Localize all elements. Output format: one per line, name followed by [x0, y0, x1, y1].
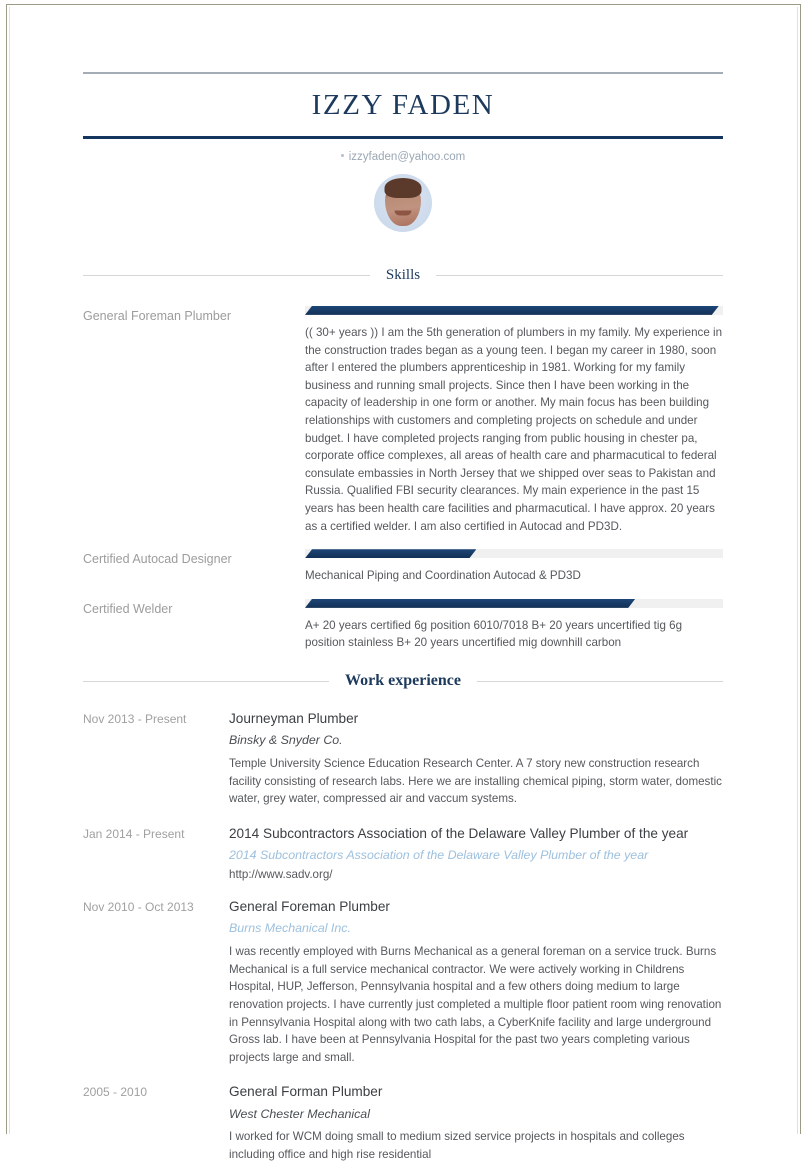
- skill-description: Mechanical Piping and Coordination Autocad & PD3D: [305, 569, 581, 583]
- work-body: [229, 1083, 723, 1162]
- work-company: Burns Mechanical Inc.: [229, 921, 351, 936]
- work-date: Nov 2013 - Present: [83, 712, 187, 727]
- avatar-mouth: [395, 211, 412, 216]
- contact-line: [83, 139, 723, 163]
- work-experience-list: [83, 710, 723, 1162]
- skill-bar-track: [305, 549, 723, 558]
- skill-item: [83, 549, 723, 585]
- section-rule-left: [83, 275, 370, 276]
- work-company: West Chester Mechanical: [229, 1106, 370, 1121]
- skill-description: (( 30+ years )) I am the 5th generation of plumbers in my family. My experience in the construction trades began as a young teen. I began my career in 1980, soon after I entered the plumbers apprenticeship in 1981. Working for my family business and running small projects. Since then I have been working in the capacity of leadership in one form or another. My main focus has been building relationships with customers and completing projects on schedule and under budget. I have completed projects ranging from public housing in chester pa, corporate office complexes, all areas of health care and pharmacutical to federal consulate embassies in North Jersey that we shipped over seas to Pakistan and Russia. Qualified FBI security clearances. My main experience in the past 15 years has been health care facilities and pharmacutical. I have approx. 20 years as a certified welder. I am also certified in Autocad and PD3D.: [305, 325, 723, 533]
- work-url[interactable]: http://www.sadv.org/: [229, 868, 333, 882]
- header-top-rule: [83, 72, 723, 74]
- work-description: Temple University Science Education Research Center. A 7 story new construction research facility consisting of research labs. Here we are installing chemical piping, storm water, domestic water, grey water, compressed air and vaccum systems.: [229, 757, 722, 806]
- section-rule-left: [83, 681, 329, 682]
- work-description: I was recently employed with Burns Mechanical as a general foreman on a service truck. Burns Mechanical is a full service mechanical contractor. We were actively working in Childrens Hospital, HUP, Jefferson, Pennsylvania hospital and a few others doing medium to large renovation projects. I have currently just completed a multiple floor patient room wing renovation in Pennsylvania Hospital along with two cath labs, a CyberKnife facility and large underground Gross lab. I have been at Pennsylvania Hospital for the past two years completing various projects large and small.: [229, 945, 722, 1064]
- work-company: 2014 Subcontractors Association of the Delaware Valley Plumber of the year: [229, 848, 649, 863]
- skill-bar-fill: [305, 306, 719, 315]
- section-title-skills: Skills: [385, 266, 421, 283]
- skill-body: [305, 599, 723, 652]
- work-description: I worked for WCM doing small to medium sized service projects in hospitals and colleges including office and high rise residential: [229, 1130, 685, 1162]
- section-rule-right: [477, 681, 723, 682]
- resume-header: [83, 0, 723, 237]
- work-experience-item: [83, 898, 723, 1066]
- work-title: General Forman Plumber: [229, 1084, 383, 1100]
- work-title: Journeyman Plumber: [229, 711, 359, 727]
- skills-list: [83, 306, 723, 652]
- work-body: [229, 825, 723, 881]
- work-date: Nov 2010 - Oct 2013: [83, 900, 194, 915]
- page-title: IZZY FADEN: [311, 89, 495, 121]
- skill-bar-track: [305, 306, 723, 315]
- skill-label: General Foreman Plumber: [83, 308, 231, 323]
- work-body: [229, 898, 723, 1066]
- skill-body: [305, 306, 723, 535]
- work-date: 2005 - 2010: [83, 1085, 148, 1100]
- skill-label: Certified Autocad Designer: [83, 552, 232, 567]
- section-rule-right: [436, 275, 723, 276]
- skill-body: [305, 549, 723, 585]
- skill-bar-fill: [305, 599, 635, 608]
- work-title: 2014 Subcontractors Association of the Delaware Valley Plumber of the year: [229, 825, 689, 841]
- work-title: General Foreman Plumber: [229, 899, 390, 915]
- skill-item: [83, 599, 723, 652]
- avatar-hair: [385, 178, 422, 198]
- skill-label: Certified Welder: [83, 601, 173, 616]
- bullet-icon: [341, 154, 344, 157]
- email-text: izzyfaden@yahoo.com: [348, 150, 466, 163]
- skill-item: [83, 306, 723, 535]
- work-body: [229, 710, 723, 808]
- avatar-container: [83, 163, 723, 237]
- skill-bar-fill: [305, 549, 476, 558]
- work-date: Jan 2014 - Present: [83, 826, 185, 841]
- work-experience-item: [83, 1083, 723, 1162]
- work-experience-item: [83, 825, 723, 881]
- section-header-work-experience: [83, 672, 723, 690]
- skill-description: A+ 20 years certified 6g position 6010/7018 B+ 20 years uncertified tig 6g position stainless B+ 20 years uncertified mig downhill carbon: [305, 618, 683, 650]
- avatar: [374, 174, 432, 232]
- section-title-work-experience: Work experience: [345, 672, 461, 690]
- section-header-skills: [83, 267, 723, 284]
- work-company: Binsky & Snyder Co.: [229, 733, 343, 748]
- skill-bar-track: [305, 599, 723, 608]
- work-experience-item: [83, 710, 723, 808]
